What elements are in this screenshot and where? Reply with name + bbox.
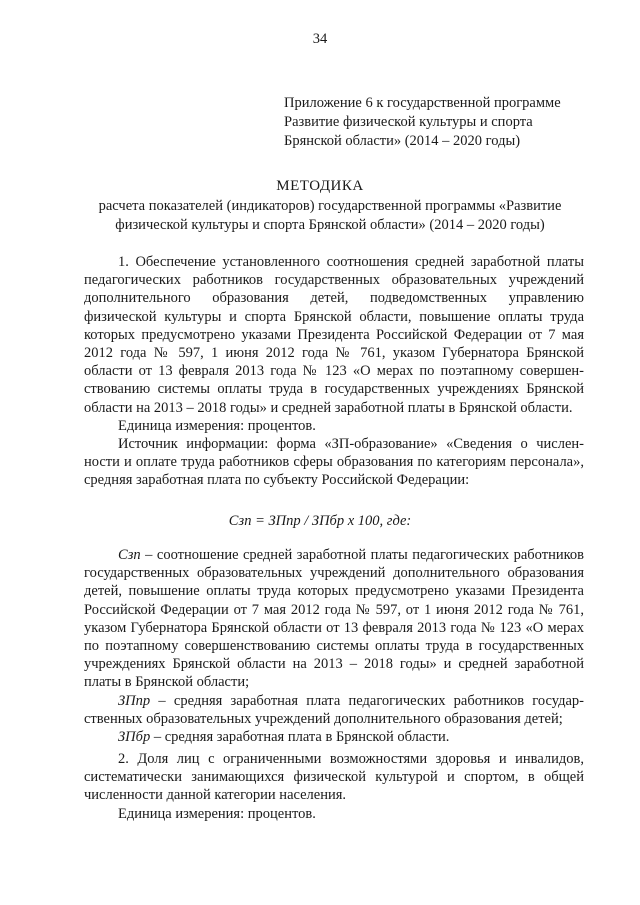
section-1-source: Источник информации: форма «ЗП-образование» «Сведения о численности и оплате труда работников сферы образования по категориям персонала», средняя заработная плата по субъекту Российской Федерации: [84, 436, 584, 489]
definition-zpbr [84, 728, 584, 746]
document-title: МЕТОДИКА [276, 178, 364, 194]
section-2-unit: Единица измерения: процентов. [118, 805, 316, 822]
definition-szp-text: – соотношение средней заработной платы педагогических работников государственных образовательных учреждений дополнительного образования детей, повышение оплаты труда которых предусмотрено указами Президента Российской Федерации от 7 мая 2012 года № 597, от 1 июня 2012 года № 761, указом Губернатора Брянской области от 13 февраля 2013 года № 123 «О мерах по поэтапному совершенствованию системы оплаты труда в государственных учреждениях Брянской области на 2013 – 2018 годы» и средней заработной платы в Брянской области; [84, 547, 584, 691]
term-szp: Сзп [118, 547, 141, 563]
appendix-line-3: Брянской области» (2014 – 2020 годы) [284, 133, 521, 149]
section-2-paragraph: 2. Доля лиц с ограниченными возможностями здоровья и инвалидов, систематически занимающихся физической культурой и спортом, в общей численности данной категории населения. [84, 751, 584, 804]
section-2 [84, 750, 584, 823]
document-subtitle: расчета показателей (индикаторов) государственной программы «Развитие физической культуры и спорта Брянской области» (2014 – 2020 годы) [98, 198, 562, 233]
term-zpbr: ЗПбр [118, 729, 151, 746]
definitions [84, 546, 584, 746]
term-zppr: ЗПпр [118, 692, 151, 709]
section-1 [84, 253, 584, 490]
definition-zppr-text: – средняя заработная плата педагогических работников государственных образовательных учреждений дополнительного образования детей; [84, 692, 584, 727]
appendix-line-1: Приложение 6 к государственной программе [284, 95, 561, 111]
definition-zpbr-text: – средняя заработная плата в Брянской области. [150, 729, 450, 746]
section-1-unit: Единица измерения: процентов. [118, 417, 316, 434]
formula: Сзп = ЗПпр / ЗПбр х 100, где: [228, 513, 412, 529]
page-number: 34 [312, 31, 328, 47]
appendix-header [284, 94, 624, 151]
section-1-paragraph: 1. Обеспечение установленного соотношения средней заработной платы педагогических работников государственных образовательных учреждений дополнительного образования детей, подведомственных управлению физической культуры и спорта Брянской области, повышение оплаты труда которых предусмотрено указами Президента Российской Федерации от 7 мая 2012 года № 597, 1 июня 2012 года № 761, указом Губернатора Брянской области от 13 февраля 2013 года № 123 «О мерах по поэтапному совершенствованию системы оплаты труда в государственных учреждениях Брянской области на 2013 – 2018 годы» и средней заработной платы в Брянской области. [84, 254, 584, 416]
definition-szp [84, 546, 584, 692]
definition-zppr [84, 692, 584, 728]
appendix-line-2: Развитие физической культуры и спорта [284, 114, 533, 130]
